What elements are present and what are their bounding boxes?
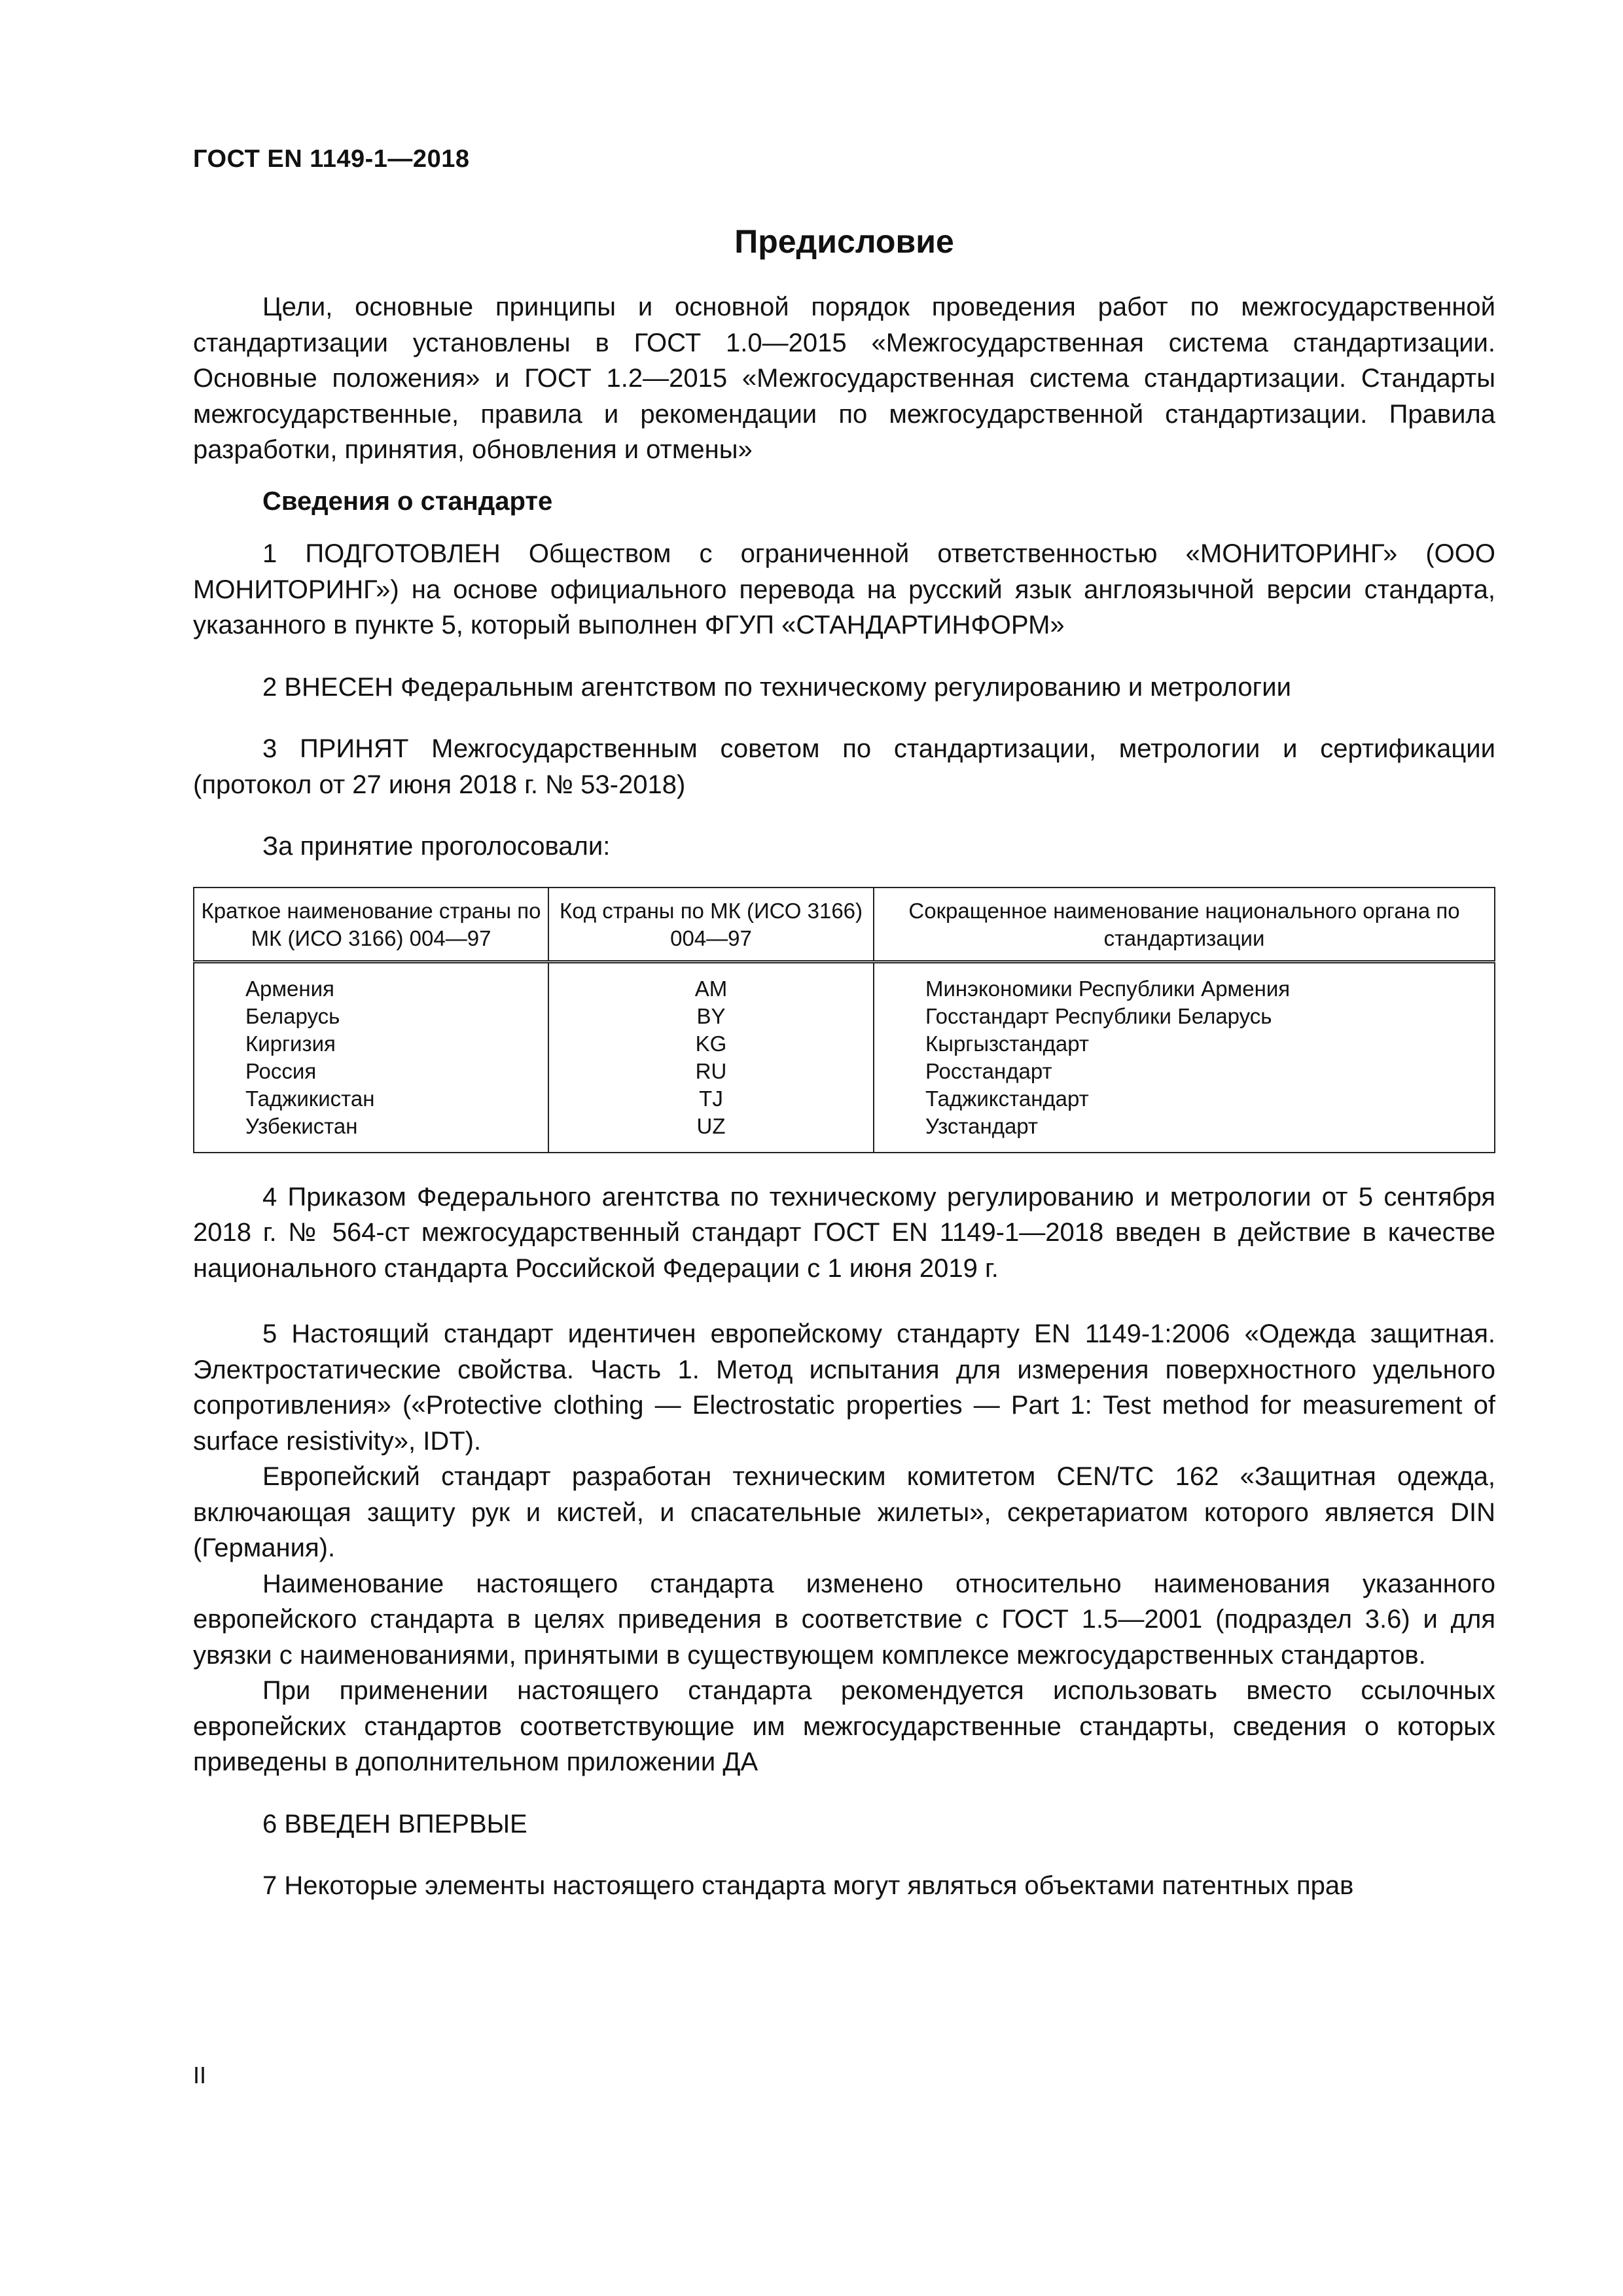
document-code-header: ГОСТ EN 1149-1—2018 <box>193 145 470 173</box>
table-header-row <box>194 888 1495 962</box>
item-6-paragraph: 6 ВВЕДЕН ВПЕРВЫЕ <box>262 1809 527 1839</box>
table-cell-body: Росстандарт <box>925 1058 1052 1083</box>
table-body-row <box>194 961 1495 1153</box>
item-5-title-change-paragraph: Наименование настоящего стандарта изменено относительно наименования указанного европейского стандарта в целях приведения в соответствие с ГОСТ 1.5—2001 (подраздел 3.6) и для увязки с наименованиями, принятыми в существующем комплексе межгосударственных стандартов. <box>193 1569 1495 1670</box>
table-cell-country: Узбекистан <box>245 1113 358 1138</box>
item-4-paragraph: 4 Приказом Федерального агентства по техническому регулированию и метрологии от 5 сентября 2018 г. № 564-ст межгосударственный стандарт ГОСТ EN 1149-1—2018 введен в действие в качестве национального стандарта Российской Федерации с 1 июня 2019 г. <box>193 1182 1495 1283</box>
country-column <box>194 961 548 1153</box>
table-cell-country: Армения <box>245 976 334 1001</box>
table-cell-body: Кыргызстандарт <box>925 1031 1089 1056</box>
page-title: Предисловие <box>734 223 954 260</box>
table-cell-country: Таджикистан <box>245 1086 375 1111</box>
table-cell-code: KG <box>695 1031 727 1056</box>
table-cell-body: Госстандарт Республики Беларусь <box>925 1003 1272 1028</box>
item-3-paragraph: 3 ПРИНЯТ Межгосударственным советом по стандартизации, метрологии и сертификации (протокол от 27 июня 2018 г. № 53-2018) <box>193 734 1495 799</box>
table-cell-body: Таджикстандарт <box>925 1086 1089 1111</box>
table-cell-country: Беларусь <box>245 1003 340 1028</box>
voting-countries-table <box>193 887 1495 1153</box>
item-1-paragraph: 1 ПОДГОТОВЛЕН Обществом с ограниченной ответственностью «МОНИТОРИНГ» (ООО МОНИТОРИНГ») на основе официального перевода на русский язык англоязычной версии стандарта, указанного в пункте 5, который выполнен ФГУП «СТАНДАРТИНФОРМ» <box>193 539 1495 639</box>
item-5-paragraph: 5 Настоящий стандарт идентичен европейскому стандарту EN 1149-1:2006 «Одежда защитная. Электростатические свойства. Часть 1. Метод испытания для измерения поверхностного удельного сопротивления» («Protective clothing — Electrostatic properties — Part 1: Test method for measurement of surface resistivity», IDT). <box>193 1319 1495 1456</box>
table-cell-country: Россия <box>245 1058 317 1083</box>
document-page <box>193 0 1495 2296</box>
page-number: II <box>193 2062 207 2089</box>
table-cell-code: UZ <box>696 1113 726 1138</box>
table-cell-code: BY <box>696 1003 726 1028</box>
item-5-committee-paragraph: Европейский стандарт разработан техническим комитетом CEN/TC 162 «Защитная одежда, включающая защиту рук и кистей, и спасательные жилеты», секретариатом которого является DIN (Германия). <box>193 1462 1495 1562</box>
item-5-references-paragraph: При применении настоящего стандарта рекомендуется использовать вместо ссылочных европейских стандартов соответствующие им межгосударственные стандарты, сведения о которых приведены в дополнительном приложении ДА <box>193 1676 1495 1776</box>
foreword-content <box>193 289 1495 1904</box>
vote-label: За принятие проголосовали: <box>262 832 611 861</box>
table-header-country: Краткое наименование страны по МК (ИСО 3166) 004—97 <box>194 888 548 962</box>
body-column <box>874 961 1495 1153</box>
item-7-paragraph: 7 Некоторые элементы настоящего стандарта могут являться объектами патентных прав <box>262 1871 1354 1900</box>
table-cell-body: Узстандарт <box>925 1113 1039 1138</box>
table-cell-body: Минэкономики Республики Армения <box>925 976 1291 1001</box>
table-cell-country: Киргизия <box>245 1031 336 1056</box>
table-header-code: Код страны по МК (ИСО 3166) 004—97 <box>548 888 874 962</box>
table-cell-code: TJ <box>699 1086 723 1111</box>
table-cell-code: AM <box>694 976 728 1001</box>
code-column <box>548 961 874 1153</box>
item-2-paragraph: 2 ВНЕСЕН Федеральным агентством по техническому регулированию и метрологии <box>262 672 1291 702</box>
table-cell-code: RU <box>695 1058 727 1083</box>
intro-paragraph: Цели, основные принципы и основной порядок проведения работ по межгосударственной стандартизации установлены в ГОСТ 1.0—2015 «Межгосударственная система стандартизации. Основные положения» и ГОСТ 1.2—2015 «Межгосударственная система стандартизации. Стандарты межгосударственные, правила и рекомендации по межгосударственной стандартизации. Правила разработки, принятия, обновления и отмены» <box>193 293 1495 464</box>
table-header-body: Сокращенное наименование национального органа по стандартизации <box>874 888 1495 962</box>
section-subheading: Сведения о стандарте <box>262 486 553 516</box>
